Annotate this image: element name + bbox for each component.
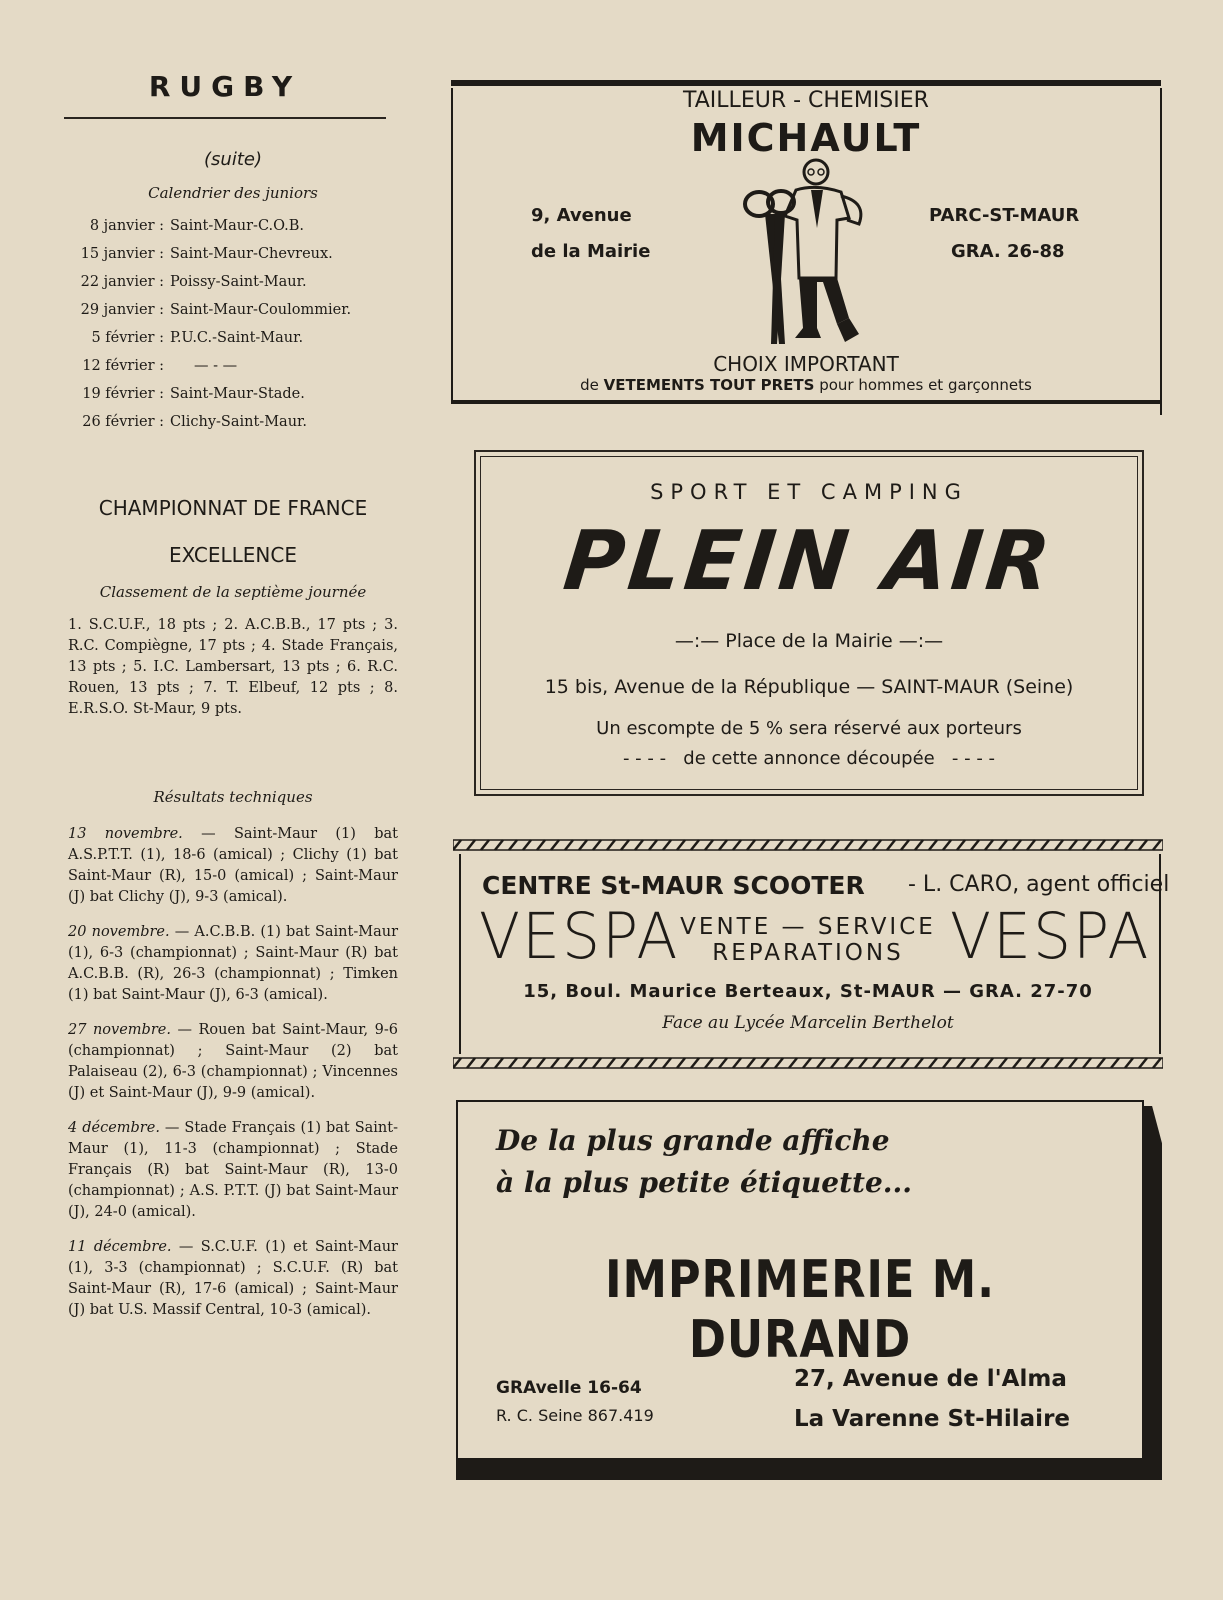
calendar-row: 12 février : — - — xyxy=(82,358,238,374)
ad-phone: GRA. 26-88 xyxy=(951,241,1065,262)
result-paragraph: 11 décembre. — S.C.U.F. (1) et Saint-Maur (1), 3-3 (championnat) ; S.C.U.F. (R) bat Saint-Maur (R), 17-6 (amical) ; Saint-Maur (J) bat U.S. Massif Central, 10-3 (amical). xyxy=(68,1239,398,1318)
ad-imprimerie xyxy=(456,1100,1144,1460)
ad-city: PARC-ST-MAUR xyxy=(929,205,1080,226)
calendar-row: 19 février : Saint-Maur-Stade. xyxy=(82,386,305,402)
ad-location-note: Face au Lycée Marcelin Berthelot xyxy=(662,1013,954,1033)
ad-plein-air xyxy=(474,450,1144,796)
ad-brand: IMPRIMERIE M. DURAND xyxy=(605,1250,995,1370)
ad-address-line1: 27, Avenue de l'Alma xyxy=(794,1366,1067,1392)
ad-slogan-line2: à la plus petite étiquette... xyxy=(496,1166,913,1199)
tailor-with-scissors-icon xyxy=(741,158,881,348)
ad-address-line2: La Varenne St-Hilaire xyxy=(794,1406,1071,1432)
ad-agent: - L. CARO, agent officiel xyxy=(908,872,1170,897)
classement-title: Classement de la septième journée xyxy=(99,583,367,601)
calendar-row: 22 janvier : Poissy-Saint-Maur. xyxy=(80,274,307,290)
ad-address: 15, Boul. Maurice Berteaux, St-MAUR — GRA. 27-70 xyxy=(523,981,1093,1002)
classement-text: 1. S.C.U.F., 18 pts ; 2. A.C.B.B., 17 pts ; 3. R.C. Compiègne, 17 pts ; 4. Stade Français, 13 pts ; 5. I.C. Lambersart, 13 pts ; 6. R.C. Rouen, 13 pts ; 7. T. Elbeuf, 12 pts ; 8. E.R.S.O. St-Maur, 9 pts. xyxy=(68,617,398,717)
championnat-heading: CHAMPIONNAT DE FRANCE xyxy=(98,496,368,520)
ad-slogan-line1: De la plus grande affiche xyxy=(496,1124,890,1157)
calendar-row: 15 janvier : Saint-Maur-Chevreux. xyxy=(80,246,333,262)
result-paragraph: 4 décembre. — Stade Français (1) bat Saint-Maur (1), 11-3 (championnat) ; Stade Français (R) bat Saint-Maur (R), 13-0 (championnat) ; A.S. P.T.T. (J) bat Saint-Maur (J), 24-0 (amical). xyxy=(68,1120,398,1220)
calendar-title: Calendrier des juniors xyxy=(148,184,318,202)
ad-escompte-line2: - - - - de cette annonce découpée - - - - xyxy=(622,748,996,769)
ad-services: VENTE — SERVICE REPARATIONS xyxy=(680,914,936,966)
result-paragraph: 20 novembre. — A.C.B.B. (1) bat Saint-Maur (1), 6-3 (championnat) ; Saint-Maur (R) bat A.C.B.B. (R), 26-3 (championnat) ; Timken (1) bat Saint-Maur (J), 6-3 (amical). xyxy=(68,924,398,1003)
ad-shadow-bottom xyxy=(456,1458,1162,1480)
ad-address-line2: de la Mairie xyxy=(531,241,651,262)
calendar-row: 29 janvier : Saint-Maur-Coulommier. xyxy=(80,302,352,318)
ad-michault xyxy=(451,80,1161,407)
ad-address: 15 bis, Avenue de la République — SAINT-MAUR (Seine) xyxy=(544,676,1074,698)
ad-tagline: SPORT ET CAMPING xyxy=(650,480,968,504)
rugby-column xyxy=(68,70,398,1321)
ad-address-line1: 9, Avenue xyxy=(531,205,632,226)
ad-heading: TAILLEUR - CHEMISIER xyxy=(683,88,929,113)
vespa-logo-left: VESPA xyxy=(479,900,680,974)
ad-centre: CENTRE St-MAUR SCOOTER xyxy=(482,871,865,900)
ad-border-top xyxy=(451,80,1161,86)
ad-border-bottom xyxy=(451,400,1161,404)
ad-place: —:— Place de la Mairie —:— xyxy=(674,630,944,652)
ad-brand: PLEIN AIR xyxy=(559,514,1059,609)
resultats-title: Résultats techniques xyxy=(153,788,313,806)
suite-label: (suite) xyxy=(204,149,262,170)
ad-choix: CHOIX IMPORTANT xyxy=(713,352,899,376)
vespa-logo-right: VESPA xyxy=(950,900,1151,974)
ad-brand: MICHAULT xyxy=(690,116,922,160)
ad-registration: R. C. Seine 867.419 xyxy=(496,1406,654,1425)
excellence-heading: EXCELLENCE xyxy=(169,543,297,567)
ad-vespa xyxy=(453,838,1170,1070)
ad-escompte-line1: Un escompte de 5 % sera réservé aux porteurs xyxy=(596,718,1022,739)
calendar-row: 8 janvier : Saint-Maur-C.O.B. xyxy=(89,218,305,234)
ad-phone: GRAvelle 16-64 xyxy=(496,1378,642,1398)
result-paragraph: 13 novembre. — Saint-Maur (1) bat A.S.P.T.T. (1), 18-6 (amical) ; Clichy (1) bat Saint-Maur (R), 15-0 (amical) ; Saint-Maur (J) bat Clichy (J), 9-3 (amical). xyxy=(68,826,398,905)
calendar-row: 5 février : P.U.C.-Saint-Maur. xyxy=(91,330,304,346)
calendar-list xyxy=(68,212,398,436)
rope-border-bottom xyxy=(453,1056,1163,1070)
ad-tagline: de VETEMENTS TOUT PRETS pour hommes et garçonnets xyxy=(580,376,1032,394)
result-paragraph: 27 novembre. — Rouen bat Saint-Maur, 9-6 (championnat) ; Saint-Maur (2) bat Palaiseau (2), 6-3 (championnat) ; Vincennes (J) et Saint-Maur (J), 9-9 (amical). xyxy=(68,1022,398,1101)
section-title: RUGBY xyxy=(64,70,386,119)
calendar-row: 26 février : Clichy-Saint-Maur. xyxy=(82,414,307,430)
rope-border-top xyxy=(453,838,1163,852)
